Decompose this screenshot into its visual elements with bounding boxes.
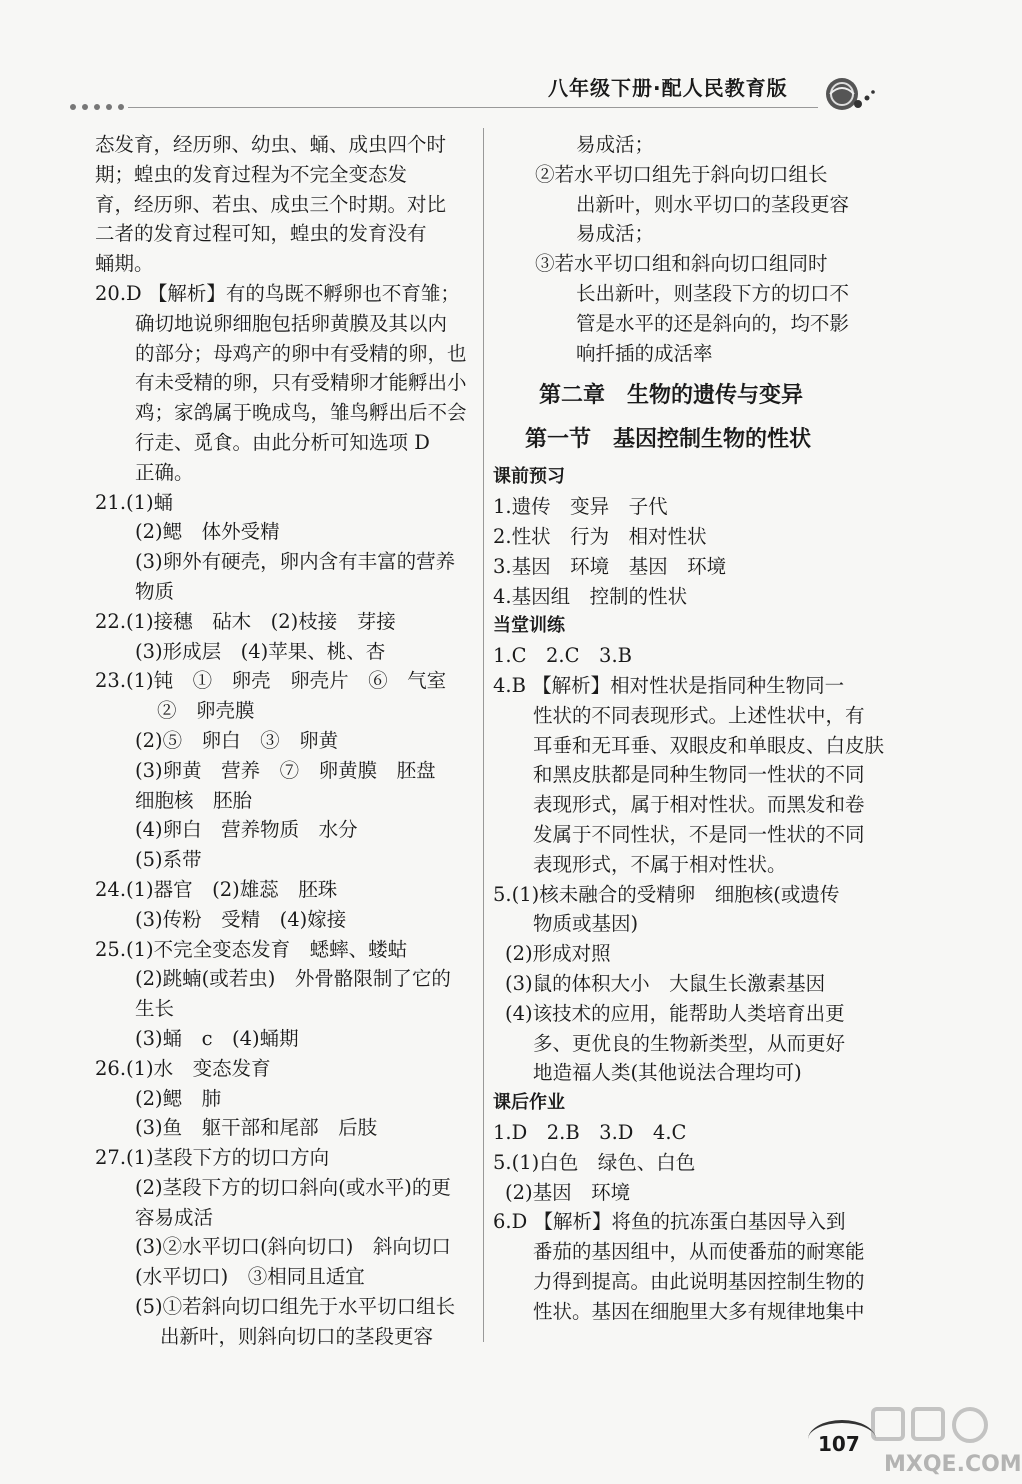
text-line: 易成活； [576,222,655,246]
running-header: 八年级下册·配人民教育版 [548,76,788,100]
chapter-title: 第二章 生物的遗传与变异 [539,383,804,409]
text-line: (3)形成层 (4)苹果、桃、杏 [135,639,386,663]
text-line: 1.C 2.C 3.B [493,644,632,668]
text-line: (2)茎段下方的切口斜向(或水平)的更 [135,1175,451,1199]
text-line: (2)鳃 肺 [135,1086,222,1110]
header-dots [70,104,124,110]
text-line: ③若水平切口组和斜向切口组同时 [535,252,828,276]
text-line: 正确。 [135,460,194,484]
text-line: 易成活； [576,133,655,156]
text-line: (3)蛹 c (4)蛹期 [135,1026,299,1050]
text-line: 育，经历卵、若虫、成虫三个时期。对比 [95,192,447,216]
text-line: (3)②水平切口(斜向切口) 斜向切口 [135,1235,451,1259]
answer-item-21: 21.(1)蛹 [95,490,174,514]
text-line: 和黑皮肤都是同种生物同一性状的不同 [533,763,865,787]
page-number: 107 [818,1432,860,1456]
text-line: (2)鳃 体外受精 [135,520,280,544]
text-line: 确切地说卵细胞包括卵黄膜及其以内 [135,311,448,335]
text-line: 性状。基因在细胞里大多有规律地集中 [533,1299,865,1323]
text-line: (4)卵白 营养物质 水分 [135,818,358,842]
answer-item-24: 24.(1)器官 (2)雄蕊 胚珠 [95,877,338,901]
text-line: 表现形式，不属于相对性状。 [533,852,787,876]
answer-item-26: 26.(1)水 变态发育 [95,1056,271,1080]
text-line: 态发育，经历卵、幼虫、蛹、成虫四个时 [95,133,447,156]
text-line: 蛹期。 [95,252,154,276]
text-line: 番茄的基因组中，从而使番茄的耐寒能 [533,1240,865,1264]
answer-item-23: 23.(1)钝 ① 卵壳 卵壳片 ⑥ 气室 [95,669,447,693]
column-divider [483,128,484,1342]
text-line: 鸡；家鸽属于晚成鸟，雏鸟孵出后不会 [135,401,467,425]
watermark-text: MXQE.COM [884,1452,1022,1477]
text-line: ② 卵壳膜 [157,699,255,723]
answer-item-5: 5.(1)核未融合的受精卵 细胞核(或遗传 [493,882,840,906]
text-line: (5)①若斜向切口组先于水平切口组长 [135,1295,456,1319]
text-line: 出新叶，则斜向切口的茎段更容 [160,1324,434,1348]
text-line: 4.基因组 控制的性状 [493,584,688,608]
text-line: 表现形式，属于相对性状。而黑发和卷 [533,793,865,817]
text-line: (2)基因 环境 [505,1180,631,1204]
text-line: 容易成活 [135,1205,214,1229]
text-line: 耳垂和无耳垂、双眼皮和单眼皮、白皮肤 [533,733,885,757]
text-line: (2)⑤ 卵白 ③ 卵黄 [135,728,339,752]
text-line: 多、更优良的生物新类型，从而更好 [533,1031,846,1055]
answer-item-6: 6.D 【解析】将鱼的抗冻蛋白基因导入到 [493,1210,846,1234]
text-line: 细胞核 胚胎 [135,788,253,812]
text-line: 5.(1)白色 绿色、白色 [493,1150,696,1174]
text-line: (3)鱼 躯干部和尾部 后肢 [135,1116,378,1140]
text-line: 发属于不同性状，不是同一性状的不同 [533,822,865,846]
text-line: (2)形成对照 [505,942,611,966]
text-line: (5)系带 [135,848,202,872]
text-line: 1.遗传 变异 子代 [493,495,668,519]
subsection-heading: 课前预习 [493,466,565,488]
text-line: 性状的不同表现形式。上述性状中，有 [533,703,865,727]
text-line: 1.D 2.B 3.D 4.C [493,1120,687,1144]
text-line: 二者的发育过程可知，蝗虫的发育没有 [95,222,427,246]
section-title: 第一节 基因控制生物的性状 [525,427,812,453]
text-line: 2.性状 行为 相对性状 [493,524,707,548]
text-line: (3)传粉 受精 (4)嫁接 [135,907,347,931]
text-line: (3)卵外有硬壳，卵内含有丰富的营养 [135,550,456,574]
text-line: 地造福人类(其他说法合理均可) [533,1061,802,1085]
text-line: ②若水平切口组先于斜向切口组长 [535,162,828,186]
left-column [95,130,465,1352]
text-line: (3)卵黄 营养 ⑦ 卵黄膜 胚盘 [135,758,436,782]
text-line: (2)跳蝻(或若虫) 外骨骼限制了它的 [135,967,451,991]
text-line: 3.基因 环境 基因 环境 [493,554,727,578]
answer-item-25: 25.(1)不完全变态发育 蟋蟀、蝼蛄 [95,937,408,961]
text-line: 力得到提高。由此说明基因控制生物的 [533,1269,865,1293]
answer-item-27: 27.(1)茎段下方的切口方向 [95,1146,330,1170]
text-line: 出新叶，则水平切口的茎段更容 [576,192,850,216]
text-line: 长出新叶，则茎段下方的切口不 [576,281,850,305]
text-line: 物质 [135,579,175,603]
text-line: 管是水平的还是斜向的，均不影 [576,311,850,335]
text-line: 响扦插的成活率 [576,341,713,365]
text-line: 期；蝗虫的发育过程为不完全变态发 [95,162,408,186]
subsection-heading: 课后作业 [493,1092,565,1114]
text-line: 物质或基因) [533,912,639,936]
text-line: 生长 [135,997,175,1021]
answer-item-20: 20.D 【解析】有的鸟既不孵卵也不育雏； [95,281,460,305]
text-line: 的部分；母鸡产的卵中有受精的卵，也 [135,341,467,365]
text-line: (3)鼠的体积大小 大鼠生长激素基因 [505,971,826,995]
header-rule [128,107,818,108]
text-line: (水平切口) ③相同且适宜 [135,1265,365,1289]
text-line: 有未受精的卵，只有受精卵才能孵出小 [135,371,467,395]
right-column [493,130,883,1326]
subsection-heading: 当堂训练 [493,615,565,637]
answer-item-4: 4.B 【解析】相对性状是指同种生物同一 [493,673,845,697]
answer-item-22: 22.(1)接穗 砧木 (2)枝接 芽接 [95,609,396,633]
text-line: (4)该技术的应用，能帮助人类培育出更 [505,1001,845,1025]
text-line: 行走、觅食。由此分析可知选项 D [135,430,430,454]
header-logo-icon [822,74,878,114]
